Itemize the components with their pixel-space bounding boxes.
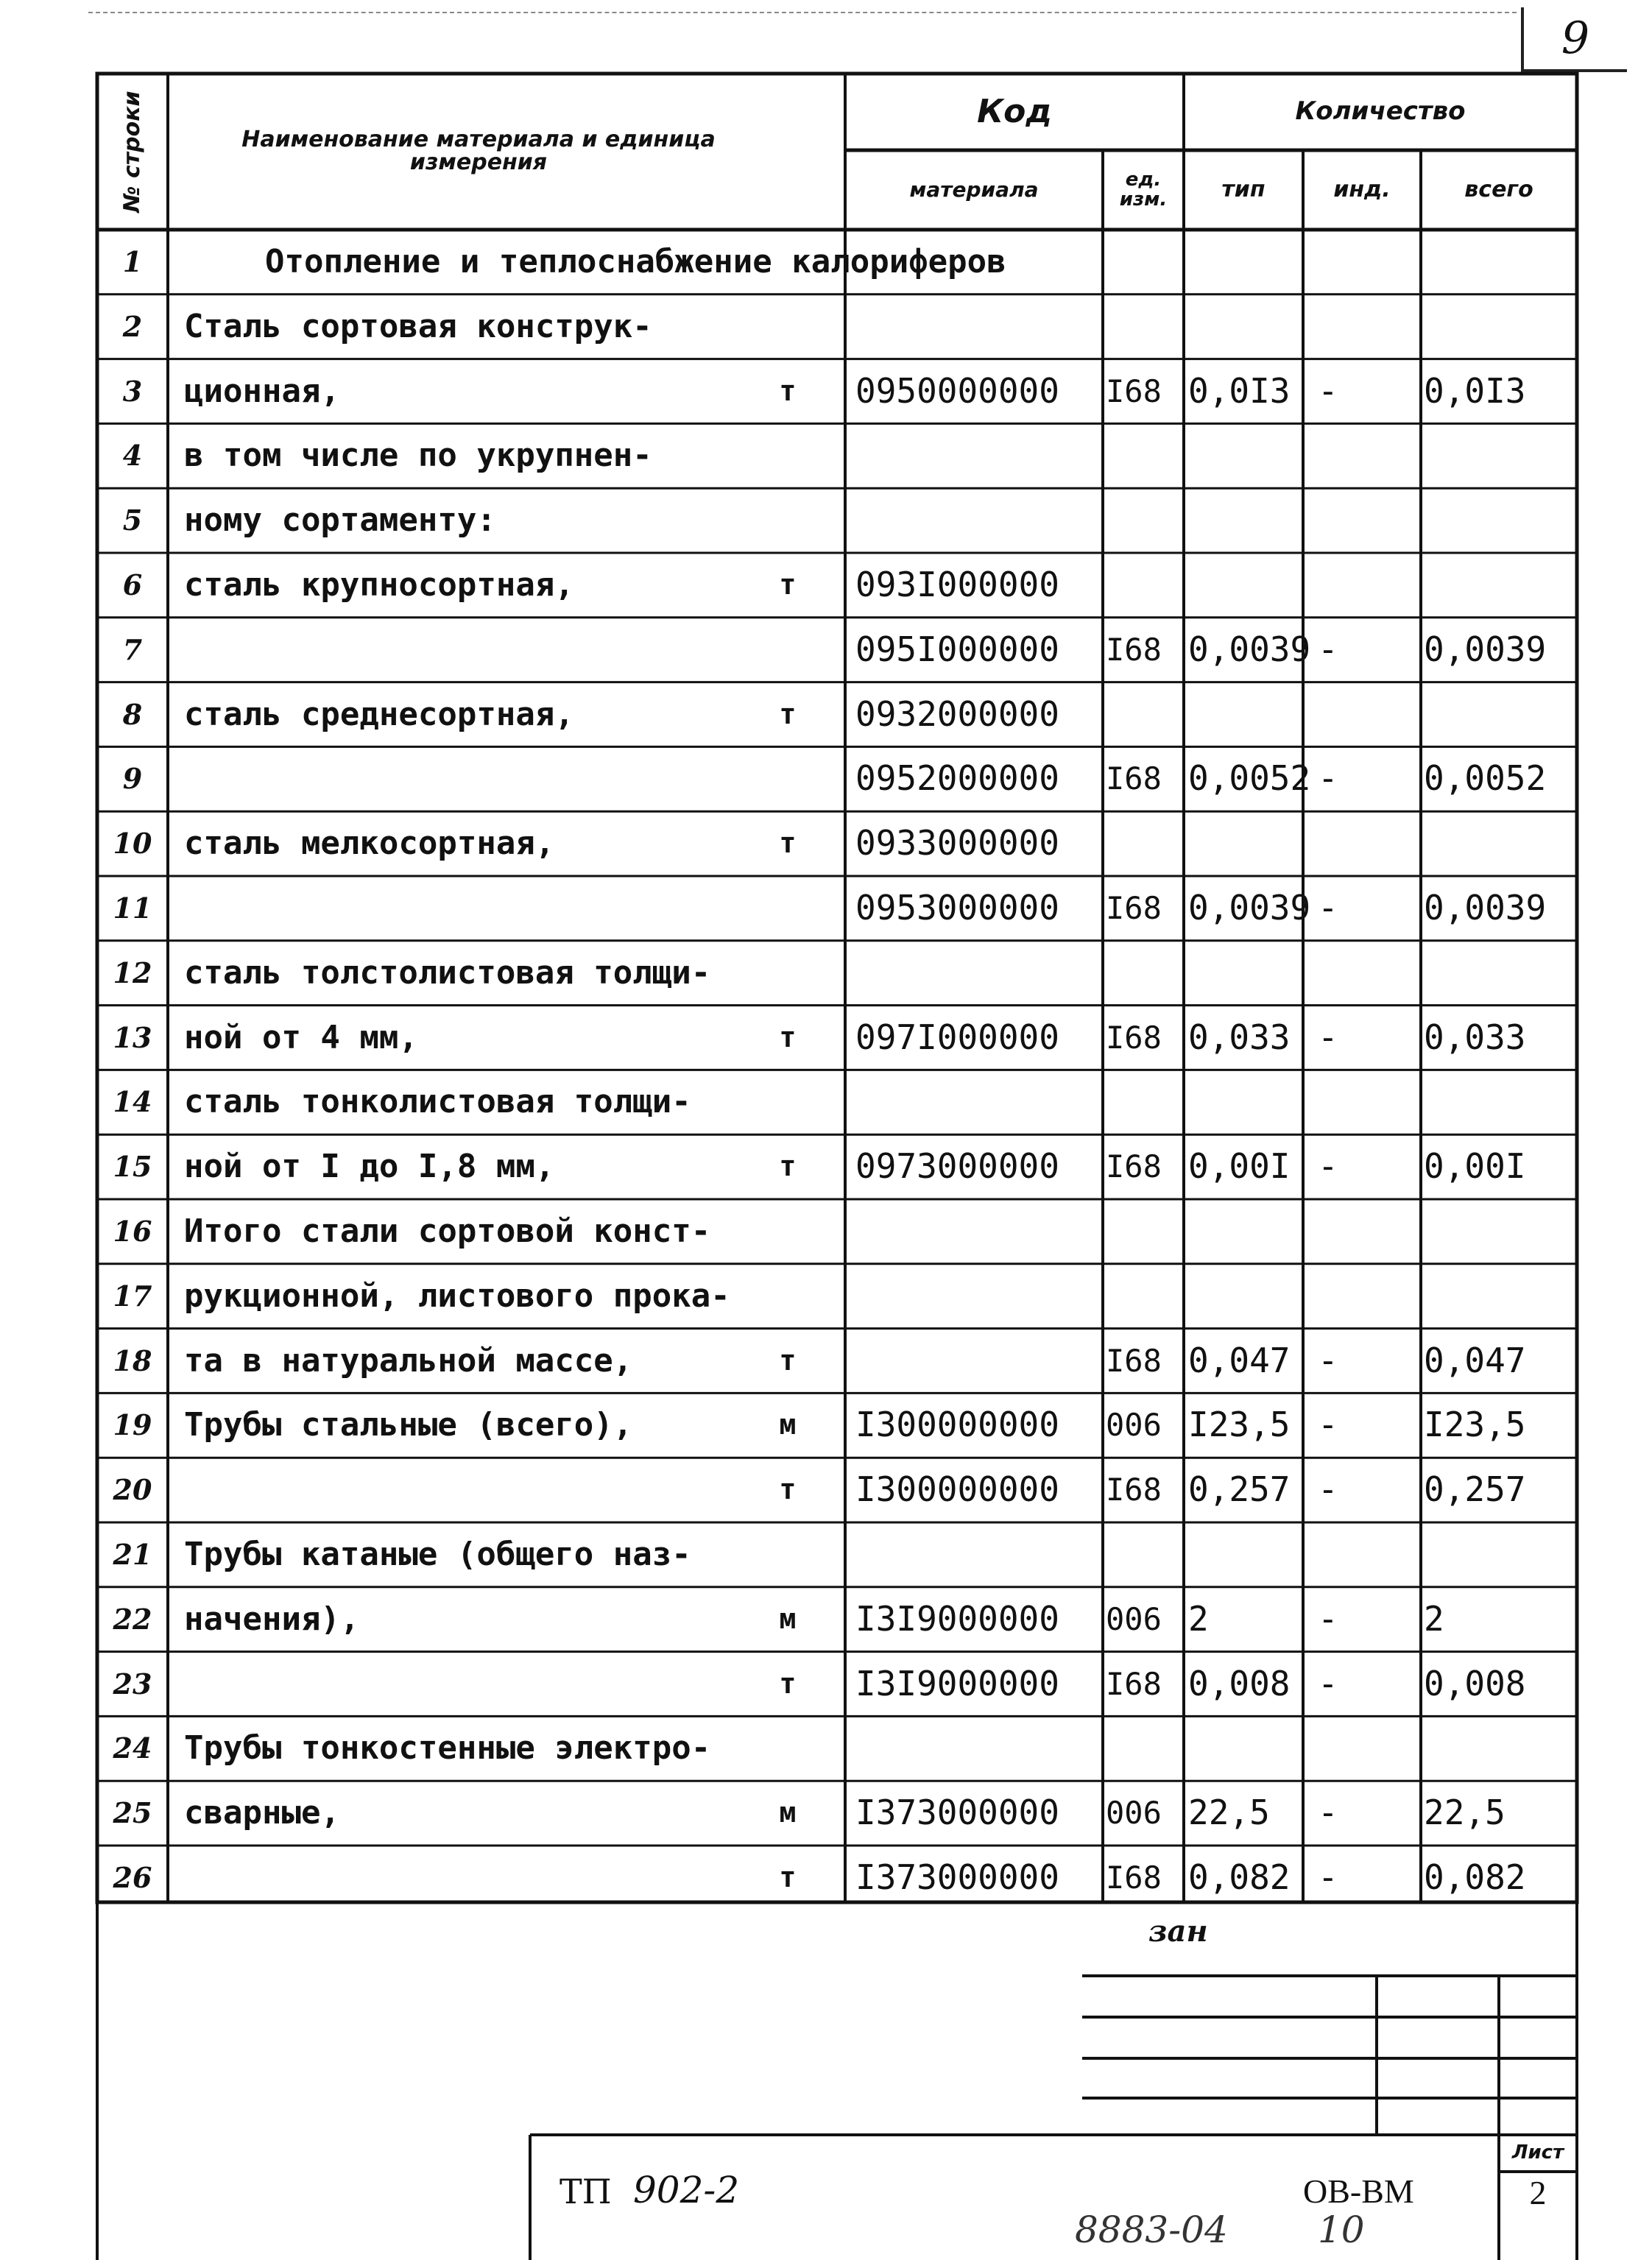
row-unit bbox=[758, 1070, 817, 1134]
header-unit: ед. изм. bbox=[1119, 168, 1168, 211]
row-type-qty bbox=[1188, 488, 1299, 553]
row-name bbox=[184, 746, 788, 811]
row-ind-qty: - bbox=[1318, 1146, 1338, 1187]
row-unit-code: I68 bbox=[1106, 890, 1162, 926]
header-row-no: № строки bbox=[119, 91, 145, 213]
row-unit: т bbox=[779, 697, 797, 730]
row-code: 0952000000 bbox=[855, 758, 1059, 799]
row-type-qty: 0,0039 bbox=[1188, 888, 1311, 928]
row-name: сталь мелкосортная, bbox=[184, 824, 555, 863]
row-name bbox=[184, 1846, 788, 1910]
row-unit: т bbox=[779, 1667, 797, 1700]
row-type-qty: I23,5 bbox=[1188, 1405, 1291, 1445]
row-code: 0950000000 bbox=[855, 370, 1059, 411]
row-number: 17 bbox=[113, 1279, 152, 1313]
doc-number: 902-2 bbox=[633, 2169, 740, 2211]
row-type-qty: 0,00I bbox=[1188, 1146, 1291, 1187]
row-unit-code bbox=[1106, 1264, 1181, 1329]
row-ind-qty: - bbox=[1318, 1663, 1338, 1703]
row-code bbox=[855, 1070, 1098, 1134]
row-unit-code bbox=[1106, 1716, 1181, 1781]
row-unit bbox=[758, 746, 817, 811]
row-name bbox=[184, 1652, 788, 1717]
row-total-qty: 0,257 bbox=[1424, 1469, 1526, 1510]
row-ind-qty: - bbox=[1318, 758, 1338, 799]
row-unit bbox=[758, 294, 817, 359]
row-code bbox=[855, 1716, 1098, 1781]
header-total: всего bbox=[1464, 177, 1533, 203]
row-unit-code bbox=[1106, 1522, 1181, 1587]
row-ind-qty bbox=[1318, 941, 1406, 1006]
row-total-qty bbox=[1424, 294, 1571, 359]
row-unit: м bbox=[779, 1408, 797, 1441]
row-type-qty: 0,0052 bbox=[1188, 758, 1311, 799]
row-unit bbox=[758, 1199, 817, 1264]
row-name: в том числе по укрупнен- bbox=[184, 437, 652, 475]
row-number: 26 bbox=[113, 1861, 152, 1894]
sheet-label: Лист bbox=[1511, 2141, 1564, 2164]
row-type-qty bbox=[1188, 294, 1299, 359]
row-unit-code: I68 bbox=[1106, 1665, 1162, 1702]
row-number: 16 bbox=[113, 1215, 152, 1248]
row-total-qty: 0,0052 bbox=[1424, 758, 1547, 799]
row-unit bbox=[758, 876, 817, 941]
row-unit: т bbox=[779, 1473, 797, 1506]
row-total-qty: I23,5 bbox=[1424, 1405, 1526, 1445]
row-number: 21 bbox=[113, 1538, 152, 1571]
row-name: сталь тонколистовая толщи- bbox=[184, 1083, 691, 1121]
row-unit-code: 006 bbox=[1106, 1795, 1162, 1832]
row-ind-qty bbox=[1318, 1522, 1406, 1587]
row-code: I373000000 bbox=[855, 1857, 1059, 1897]
row-type-qty: 0,0039 bbox=[1188, 629, 1311, 669]
row-unit-code: I68 bbox=[1106, 1019, 1162, 1056]
header-row-no-cell bbox=[97, 74, 168, 230]
row-name bbox=[184, 1458, 788, 1522]
row-total-qty bbox=[1424, 1070, 1571, 1134]
row-total-qty: 0,0039 bbox=[1424, 888, 1547, 928]
row-name: Трубы стальные (всего), bbox=[184, 1406, 633, 1444]
row-code: 0953000000 bbox=[855, 888, 1059, 928]
row-type-qty: 0,0I3 bbox=[1188, 370, 1291, 411]
row-unit-code bbox=[1106, 811, 1181, 876]
archive-page: 10 bbox=[1318, 2208, 1365, 2251]
row-name: сталь крупносортная, bbox=[184, 566, 574, 604]
row-ind-qty bbox=[1318, 811, 1406, 876]
row-unit-code: I68 bbox=[1106, 760, 1162, 797]
row-code: I3I9000000 bbox=[855, 1663, 1059, 1703]
row-ind-qty: - bbox=[1318, 1340, 1338, 1380]
row-name: Трубы катаные (общего наз- bbox=[184, 1536, 691, 1573]
row-type-qty: 22,5 bbox=[1188, 1793, 1270, 1833]
row-ind-qty: - bbox=[1318, 1598, 1338, 1639]
row-ind-qty: - bbox=[1318, 1469, 1338, 1510]
row-name bbox=[184, 618, 788, 682]
row-code: I300000000 bbox=[855, 1469, 1059, 1510]
sheet-number: 2 bbox=[1529, 2174, 1547, 2211]
row-name: ному сортаменту: bbox=[184, 501, 496, 540]
row-ind-qty: - bbox=[1318, 629, 1338, 669]
row-unit: т bbox=[779, 1150, 797, 1183]
row-number: 4 bbox=[122, 439, 143, 473]
row-unit-code bbox=[1106, 682, 1181, 747]
row-type-qty bbox=[1188, 682, 1299, 747]
row-total-qty bbox=[1424, 941, 1571, 1006]
row-code bbox=[855, 1264, 1098, 1329]
row-unit: м bbox=[779, 1796, 797, 1829]
row-total-qty bbox=[1424, 423, 1571, 488]
row-total-qty: 0,00I bbox=[1424, 1146, 1526, 1187]
row-ind-qty: - bbox=[1318, 888, 1338, 928]
row-name bbox=[184, 876, 788, 941]
row-number: 23 bbox=[113, 1667, 152, 1701]
row-name: начения), bbox=[184, 1600, 360, 1638]
row-ind-qty bbox=[1318, 1716, 1406, 1781]
row-code: 0933000000 bbox=[855, 823, 1059, 864]
sheet-code: ОВ-ВМ bbox=[1303, 2172, 1414, 2210]
row-code bbox=[855, 1199, 1098, 1264]
row-type-qty bbox=[1188, 1264, 1299, 1329]
row-type-qty: 2 bbox=[1188, 1598, 1209, 1639]
row-number: 10 bbox=[113, 827, 152, 861]
row-unit-code: I68 bbox=[1106, 1148, 1162, 1185]
row-type-qty bbox=[1188, 553, 1299, 618]
row-ind-qty: - bbox=[1318, 370, 1338, 411]
header-name: Наименование материала и единица измерения bbox=[241, 126, 716, 175]
row-name: рукционной, листового прока- bbox=[184, 1276, 730, 1315]
row-type-qty: 0,047 bbox=[1188, 1340, 1291, 1380]
row-total-qty bbox=[1424, 811, 1571, 876]
row-number: 18 bbox=[113, 1343, 152, 1377]
row-unit: т bbox=[779, 827, 797, 860]
row-unit: м bbox=[779, 1602, 797, 1635]
row-number: 20 bbox=[113, 1473, 152, 1507]
row-code: 0973000000 bbox=[855, 1146, 1059, 1187]
row-unit-code: 006 bbox=[1106, 1407, 1162, 1444]
row-total-qty bbox=[1424, 1716, 1571, 1781]
row-total-qty: 0,033 bbox=[1424, 1017, 1526, 1057]
row-ind-qty bbox=[1318, 294, 1406, 359]
row-number: 24 bbox=[113, 1731, 152, 1765]
row-name: Итого стали сортовой конст- bbox=[184, 1212, 711, 1250]
row-unit-code bbox=[1106, 941, 1181, 1006]
row-number: 13 bbox=[113, 1020, 152, 1054]
row-type-qty bbox=[1188, 1070, 1299, 1134]
row-total-qty bbox=[1424, 553, 1571, 618]
row-total-qty: 0,0I3 bbox=[1424, 370, 1526, 411]
row-code: I300000000 bbox=[855, 1405, 1059, 1445]
row-unit-code bbox=[1106, 423, 1181, 488]
row-ind-qty bbox=[1318, 1199, 1406, 1264]
row-unit-code: I68 bbox=[1106, 372, 1162, 409]
row-unit: т bbox=[779, 1020, 797, 1053]
row-ind-qty: - bbox=[1318, 1017, 1338, 1057]
row-ind-qty bbox=[1318, 1264, 1406, 1329]
row-code: 095I000000 bbox=[855, 629, 1059, 669]
row-ind-qty: - bbox=[1318, 1793, 1338, 1833]
row-type-qty bbox=[1188, 1522, 1299, 1587]
row-unit bbox=[758, 423, 817, 488]
row-number: 5 bbox=[122, 504, 143, 537]
row-ind-qty bbox=[1318, 1070, 1406, 1134]
row-name: Трубы тонкостенные электро- bbox=[184, 1729, 711, 1768]
row-code: 093I000000 bbox=[855, 565, 1059, 604]
row-type-qty bbox=[1188, 423, 1299, 488]
row-ind-qty: - bbox=[1318, 1405, 1338, 1445]
row-ind-qty bbox=[1318, 682, 1406, 747]
row-code bbox=[855, 1329, 1098, 1394]
row-unit-code bbox=[1106, 1070, 1181, 1134]
row-number: 15 bbox=[113, 1150, 152, 1184]
row-total-qty bbox=[1424, 488, 1571, 553]
row-ind-qty bbox=[1318, 553, 1406, 618]
row-unit bbox=[758, 488, 817, 553]
row-unit: т bbox=[779, 1343, 797, 1377]
row-type-qty: 0,008 bbox=[1188, 1663, 1291, 1703]
row-code: 097I000000 bbox=[855, 1017, 1059, 1057]
row-unit-code bbox=[1106, 488, 1181, 553]
row-unit-code: I68 bbox=[1106, 1472, 1162, 1508]
row-total-qty bbox=[1424, 1264, 1571, 1329]
stamp-fragment: зан bbox=[1148, 1914, 1208, 1949]
header-code: Код bbox=[977, 92, 1052, 130]
row-total-qty bbox=[1424, 682, 1571, 747]
row-unit bbox=[758, 1522, 817, 1587]
row-type-qty bbox=[1188, 941, 1299, 1006]
row-type-qty: 0,033 bbox=[1188, 1017, 1291, 1057]
row-number: 14 bbox=[113, 1085, 152, 1119]
row-name: сталь среднесортная, bbox=[184, 695, 574, 733]
archive-number: 8883-04 bbox=[1075, 2208, 1228, 2251]
row-total-qty: 0,047 bbox=[1424, 1340, 1526, 1380]
row-number: 8 bbox=[122, 697, 143, 731]
row-total-qty: 0,082 bbox=[1424, 1857, 1526, 1897]
row-number: 9 bbox=[122, 762, 143, 796]
row-total-qty: 0,008 bbox=[1424, 1663, 1526, 1703]
row-number: 12 bbox=[113, 956, 152, 989]
row-code bbox=[855, 423, 1098, 488]
row-number: 25 bbox=[113, 1796, 152, 1830]
row-unit bbox=[758, 1264, 817, 1329]
row-total-qty bbox=[1424, 1199, 1571, 1264]
row-unit: т bbox=[779, 1861, 797, 1893]
row-unit-code: I68 bbox=[1106, 1860, 1162, 1896]
row-unit bbox=[758, 941, 817, 1006]
doc-prefix: ТП bbox=[560, 2172, 612, 2211]
row-type-qty: 0,082 bbox=[1188, 1857, 1291, 1897]
row-code: I373000000 bbox=[855, 1793, 1059, 1833]
row-total-qty: 22,5 bbox=[1424, 1793, 1505, 1833]
header-type: тип bbox=[1221, 177, 1266, 203]
row-name: та в натуральной массе, bbox=[184, 1341, 633, 1380]
row-code: I3I9000000 bbox=[855, 1598, 1059, 1639]
row-number: 1 bbox=[122, 245, 143, 278]
row-type-qty bbox=[1188, 1716, 1299, 1781]
page-number: 9 bbox=[1561, 13, 1590, 64]
row-unit bbox=[758, 618, 817, 682]
row-name: ной от 4 мм, bbox=[184, 1018, 418, 1056]
row-ind-qty: - bbox=[1318, 1857, 1338, 1897]
row-number: 2 bbox=[122, 309, 143, 343]
row-unit bbox=[758, 1716, 817, 1781]
row-name: ной от I до I,8 мм, bbox=[184, 1148, 555, 1186]
row-unit-code: I68 bbox=[1106, 1342, 1162, 1379]
row-ind-qty bbox=[1318, 488, 1406, 553]
row-unit: т bbox=[779, 374, 797, 407]
row-name: ционная, bbox=[184, 372, 340, 410]
row-unit-code: 006 bbox=[1106, 1600, 1162, 1637]
row-unit-code: I68 bbox=[1106, 631, 1162, 668]
header-quantity: Количество bbox=[1295, 96, 1466, 127]
row-type-qty bbox=[1188, 811, 1299, 876]
header-material: материала bbox=[909, 177, 1039, 202]
row-total-qty: 2 bbox=[1424, 1598, 1444, 1639]
row-name: сталь толстолистовая толщи- bbox=[184, 953, 711, 992]
row-unit-code bbox=[1106, 1199, 1181, 1264]
row-number: 3 bbox=[122, 374, 143, 408]
row-unit-code bbox=[1106, 294, 1181, 359]
row-number: 7 bbox=[122, 632, 143, 666]
row-number: 11 bbox=[113, 891, 152, 925]
row-code bbox=[855, 488, 1098, 553]
row-name: Сталь сортовая конструк- bbox=[184, 307, 652, 345]
row-code bbox=[855, 294, 1098, 359]
row-number: 6 bbox=[122, 568, 143, 601]
row-type-qty: 0,257 bbox=[1188, 1469, 1291, 1510]
row-number: 19 bbox=[113, 1408, 152, 1442]
row-total-qty bbox=[1424, 1522, 1571, 1587]
row-unit-code bbox=[1106, 553, 1181, 618]
row-code bbox=[855, 941, 1098, 1006]
row-ind-qty bbox=[1318, 423, 1406, 488]
row-code bbox=[855, 1522, 1098, 1587]
row-code: 0932000000 bbox=[855, 693, 1059, 734]
row-unit: т bbox=[779, 568, 797, 601]
row-type-qty bbox=[1188, 1199, 1299, 1264]
header-ind: инд. bbox=[1333, 177, 1391, 203]
row-name: сварные, bbox=[184, 1794, 340, 1832]
row-number: 22 bbox=[113, 1602, 152, 1636]
row-total-qty: 0,0039 bbox=[1424, 629, 1547, 669]
row-name: Отопление и теплоснабжение калориферов bbox=[265, 243, 1006, 280]
